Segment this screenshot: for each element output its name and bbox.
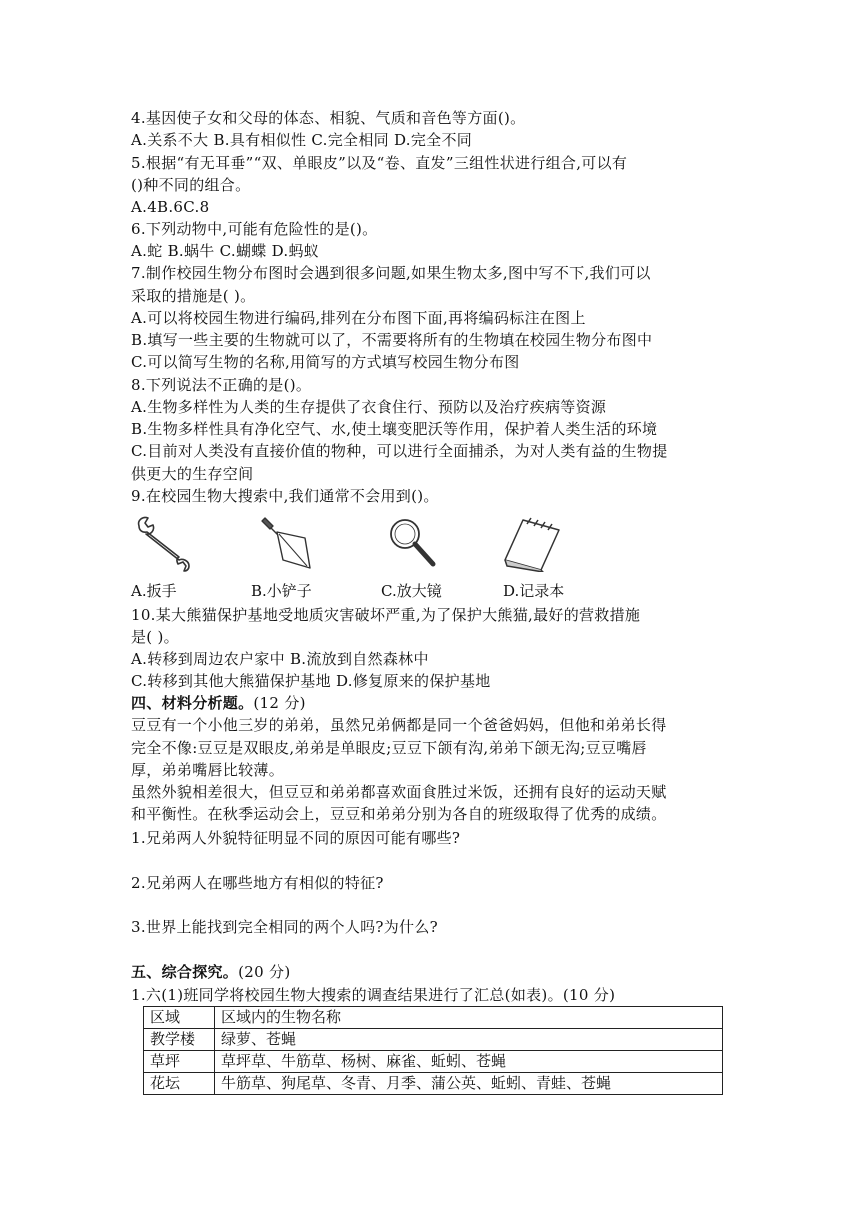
- question-9-option-c: C.放大镜: [381, 582, 442, 600]
- table-row: [144, 1073, 723, 1095]
- table-cell-region: 教学楼: [144, 1029, 215, 1051]
- question-9-stem: 9.在校园生物大搜索中,我们通常不会用到()。: [131, 487, 439, 505]
- question-9-options: [131, 580, 651, 602]
- question-7-stem: 7.制作校园生物分布图时会遇到很多问题,如果生物太多,图中写不下,我们可以: [131, 264, 651, 282]
- section-4-question-1: 1.兄弟两人外貌特征明显不同的原因可能有哪些?: [131, 829, 461, 847]
- material-paragraph-line: 完全不像:豆豆是双眼皮,弟弟是单眼皮;豆豆下颌有沟,弟弟下颌无沟;豆豆嘴唇: [131, 739, 647, 757]
- wrench-icon: [133, 514, 195, 572]
- table-cell-organisms: 草坪草、牛筋草、杨树、麻雀、蚯蚓、苍蝇: [215, 1051, 723, 1073]
- question-6-stem: 6.下列动物中,可能有危险性的是()。: [131, 220, 378, 238]
- section-5-score: (20 分): [238, 963, 291, 981]
- question-5-options: A.4B.6C.8: [131, 198, 210, 216]
- question-4-stem: 4.基因使子女和父母的体态、相貌、气质和音色等方面()。: [131, 109, 526, 127]
- trowel-icon: [255, 514, 317, 572]
- question-4-options: A.关系不大 B.具有相似性 C.完全相同 D.完全不同: [131, 131, 473, 149]
- table-row: [144, 1051, 723, 1073]
- question-9-option-a: A.扳手: [131, 582, 177, 600]
- question-7-option-c: C.可以简写生物的名称,用简写的方式填写校园生物分布图: [131, 353, 520, 371]
- section-4-heading: [131, 692, 731, 714]
- question-9-option-d: D.记录本: [503, 582, 565, 600]
- survey-table: [143, 1006, 723, 1095]
- table-header-cell: 区域内的生物名称: [215, 1007, 723, 1029]
- table-cell-organisms: 牛筋草、狗尾草、冬青、月季、蒲公英、蚯蚓、青蛙、苍蝇: [215, 1073, 723, 1095]
- question-7-stem-cont: 采取的措施是( )。: [131, 287, 256, 305]
- question-10-stem-cont: 是( )。: [131, 628, 179, 646]
- question-10-options-cd: C.转移到其他大熊猫保护基地 D.修复原来的保护基地: [131, 672, 491, 690]
- table-cell-region: 草坪: [144, 1051, 215, 1073]
- notebook-icon: [501, 514, 563, 572]
- material-paragraph-line: 厚，弟弟嘴唇比较薄。: [131, 761, 285, 779]
- section-5-title: 五、综合探究。: [131, 963, 239, 981]
- section-5-question-1: 1.六(1)班同学将校园生物大搜索的调查结果进行了汇总(如表)。(10 分): [131, 986, 616, 1004]
- question-8-option-a: A.生物多样性为人类的生存提供了衣食住行、预防以及治疗疾病等资源: [131, 398, 607, 416]
- question-7-option-b: B.填写一些主要的生物就可以了，不需要将所有的生物填在校园生物分布图中: [131, 331, 653, 349]
- material-paragraph-line: 豆豆有一个小他三岁的弟弟，虽然兄弟俩都是同一个爸爸妈妈，但他和弟弟长得: [131, 716, 667, 734]
- magnifier-icon: [383, 514, 445, 572]
- question-9-option-b: B.小铲子: [251, 582, 312, 600]
- section-4-score: (12 分): [253, 694, 306, 712]
- question-8-option-c-cont: 供更大的生存空间: [131, 465, 254, 483]
- table-cell-region: 花坛: [144, 1073, 215, 1095]
- question-9-pictures: [131, 514, 611, 574]
- section-5-heading: [131, 961, 731, 983]
- material-paragraph-line: 虽然外貌相差很大，但豆豆和弟弟都喜欢面食胜过米饭，还拥有良好的运动天赋: [131, 783, 667, 801]
- table-row: [144, 1029, 723, 1051]
- section-4-question-3: 3.世界上能找到完全相同的两个人吗?为什么?: [131, 918, 438, 936]
- table-cell-organisms: 绿萝、苍蝇: [215, 1029, 723, 1051]
- table-header-cell: 区域: [144, 1007, 215, 1029]
- material-paragraph-line: 和平衡性。在秋季运动会上，豆豆和弟弟分别为各自的班级取得了优秀的成绩。: [131, 805, 667, 823]
- table-header-row: [144, 1007, 723, 1029]
- question-8-option-b: B.生物多样性具有净化空气、水,使土壤变肥沃等作用，保护着人类生活的环境: [131, 420, 658, 438]
- question-6-options: A.蛇 B.蜗牛 C.蝴蝶 D.蚂蚁: [131, 242, 320, 260]
- question-5-stem-cont: ()种不同的组合。: [131, 176, 251, 194]
- question-7-option-a: A.可以将校园生物进行编码,排列在分布图下面,再将编码标注在图上: [131, 309, 586, 327]
- section-4-question-2: 2.兄弟两人在哪些地方有相似的特征?: [131, 874, 384, 892]
- question-8-option-c: C.目前对人类没有直接价值的物种，可以进行全面捕杀，为对人类有益的生物提: [131, 442, 668, 460]
- question-8-stem: 8.下列说法不正确的是()。: [131, 376, 312, 394]
- question-10-stem: 10.某大熊猫保护基地受地质灾害破坏严重,为了保护大熊猫,最好的营救措施: [131, 606, 641, 624]
- section-4-title: 四、材料分析题。: [131, 694, 254, 712]
- question-10-options-ab: A.转移到周边农户家中 B.流放到自然森林中: [131, 650, 429, 668]
- question-5-stem: 5.根据“有无耳垂”“双、单眼皮”以及“卷、直发”三组性状进行组合,可以有: [131, 154, 628, 172]
